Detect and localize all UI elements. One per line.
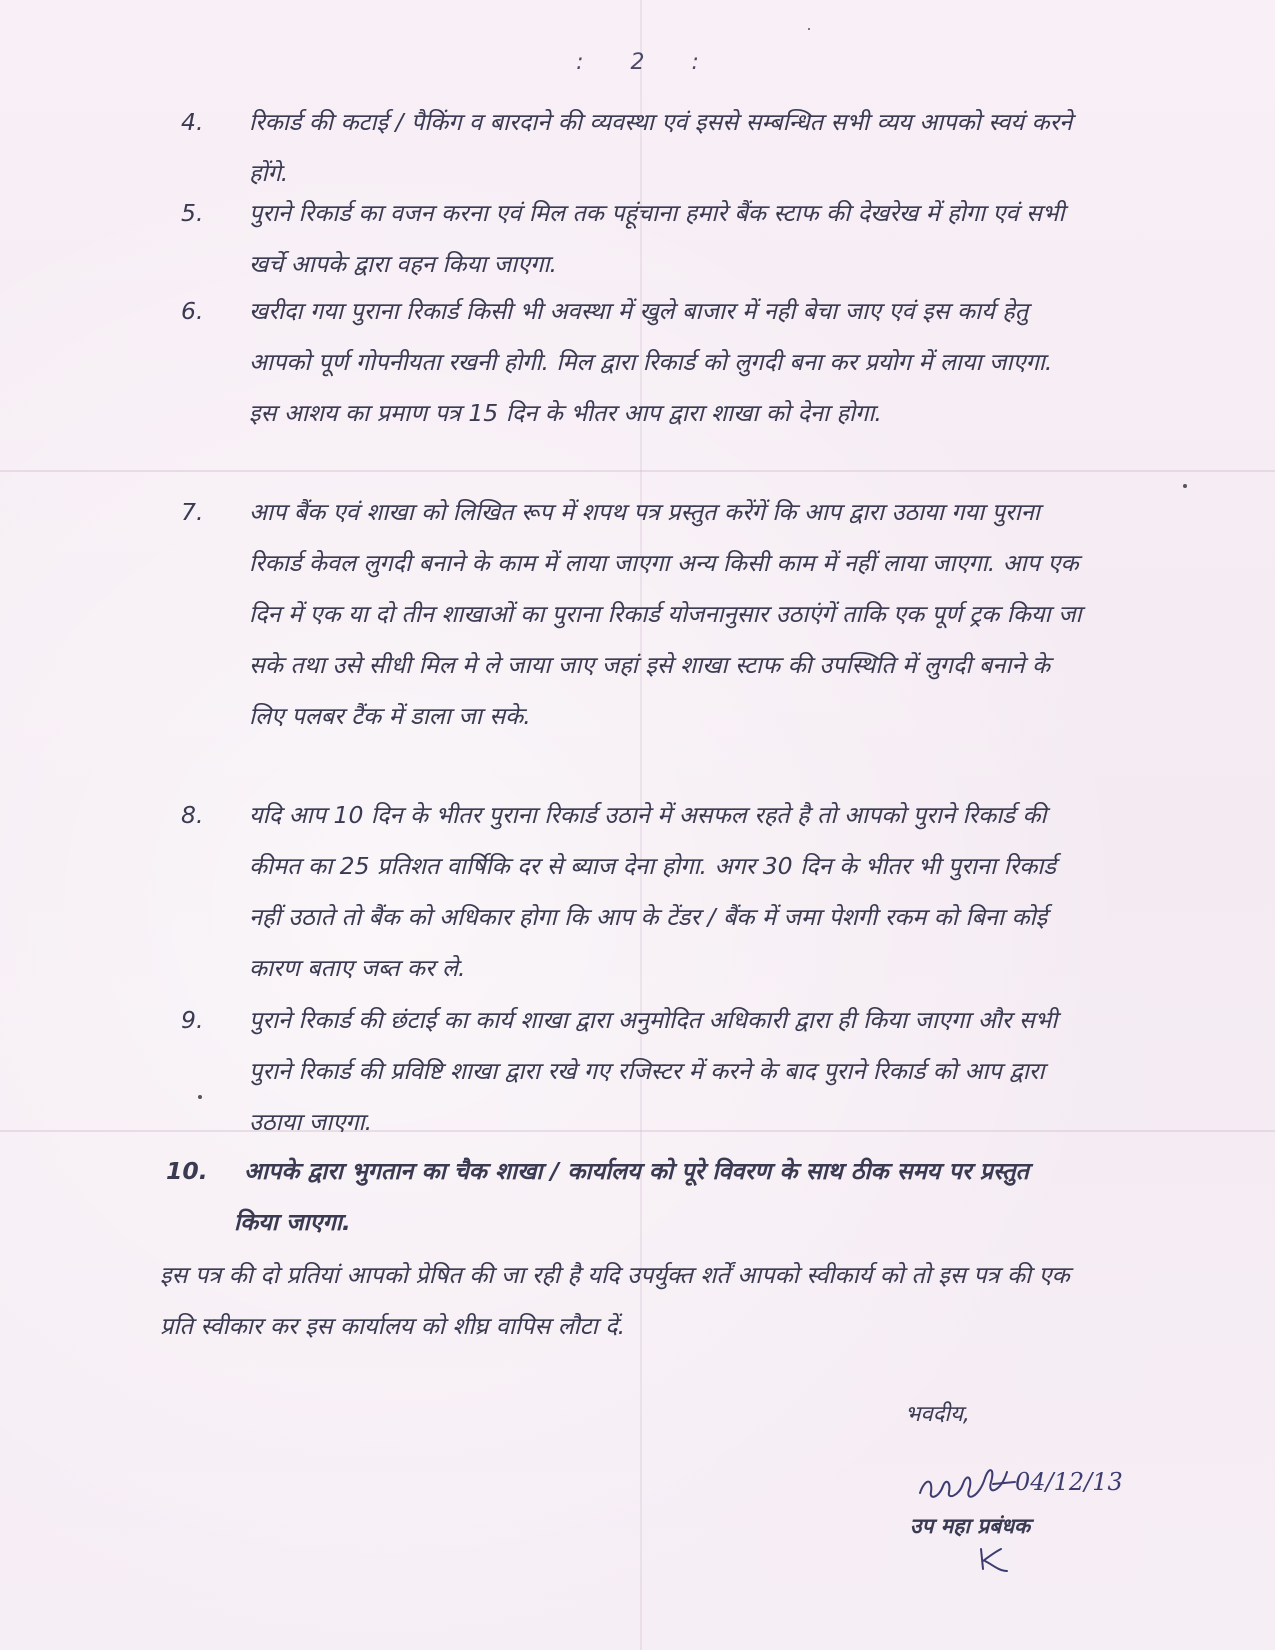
list-item	[181, 286, 1085, 439]
item-text: खरीदा गया पुराना रिकार्ड किसी भी अवस्था में खुले बाजार में नही बेचा जाए एवं इस कार्य हेतु आपको पूर्ण गोपनीयता रखनी होगी. मिल द्वारा रिकार्ड को लुगदी बना कर प्रयोग में लाया जाएगा. इस आशय का प्रमाण पत्र 15 दिन के भीतर आप द्वारा शाखा को देना होगा.	[249, 297, 1053, 427]
designation: उप महा प्रबंधक	[910, 1514, 1031, 1538]
closing-paragraph: इस पत्र की दो प्रतियां आपको प्रेषित की जा रही है यदि उपर्युक्त शर्तें आपको स्वीकार्य को तो इस पत्र की एक प्रति स्वीकार कर इस कार्यालय को शीघ्र वापिस लौटा दें.	[160, 1261, 1070, 1340]
initials-mark	[975, 1545, 1015, 1575]
page-number: 2	[630, 50, 645, 75]
paper-speck	[198, 1095, 202, 1099]
item-text: आप बैंक एवं शाखा को लिखित रूप में शपथ पत्र प्रस्तुत करेंगें कि आप द्वारा उठाया गया पुराना रिकार्ड केवल लुगदी बनाने के काम में लाया जाएगा अन्य किसी काम में नहीं लाया जाएगा. आप एक दिन में एक या दो तीन शाखाओं का पुराना रिकार्ड योजनानुसार उठाएंगें ताकि एक पूर्ण ट्रक किया जा सके तथा उसे सीधी मिल मे ले जाया जाए जहां इसे शाखा स्टाफ की उपस्थिति में लुगदी बनाने के लिए पलबर टैंक में डाला जा सके.	[249, 498, 1082, 730]
item-number: 5.	[181, 199, 204, 227]
paper-speck	[1183, 484, 1187, 488]
item-text: यदि आप 10 दिन के भीतर पुराना रिकार्ड उठाने में असफल रहते है तो आपको पुराने रिकार्ड की कीमत का 25 प्रतिशत वार्षिकि दर से ब्याज देना होगा. अगर 30 दिन के भीतर भी पुराना रिकार्ड नहीं उठाते तो बैंक को अधिकार होगा कि आप के टेंडर / बैंक में जमा पेशगी रकम को बिना कोई कारण बताए जब्त कर ले.	[249, 801, 1056, 982]
list-item	[181, 487, 1085, 742]
signature-image	[915, 1448, 1125, 1518]
item-text: आपके द्वारा भुगतान का चैक शाखा / कार्यालय को पूरे विवरण के साथ ठीक समय पर प्रस्तुत किया जाएगा.	[234, 1157, 1029, 1236]
item-number: 8.	[181, 801, 204, 829]
item-text: पुराने रिकार्ड की छंटाई का कार्य शाखा द्वारा अनुमोदित अधिकारी द्वारा ही किया जाएगा और सभी पुराने रिकार्ड की प्रविष्टि शाखा द्वारा रखे गए रजिस्टर में करने के बाद पुराने रिकार्ड को आप द्वारा उठाया जाएगा.	[249, 1006, 1058, 1136]
list-item	[181, 995, 1085, 1148]
list-item	[166, 1146, 1070, 1248]
page-number-row	[0, 50, 1275, 75]
paper-speck	[808, 28, 810, 30]
salutation: भवदीय,	[905, 1402, 970, 1427]
list-item	[181, 97, 1085, 199]
list-item	[181, 790, 1085, 994]
paper-fold-line	[0, 470, 1275, 472]
item-number: 10.	[166, 1157, 208, 1185]
item-text: रिकार्ड की कटाई / पैकिंग व बारदाने की व्यवस्था एवं इससे सम्बन्धित सभी व्यय आपको स्वयं करने होंगे.	[249, 108, 1073, 187]
list-item	[181, 188, 1085, 290]
item-number: 9.	[181, 1006, 204, 1034]
page-number-mark: :	[576, 50, 584, 75]
item-number: 6.	[181, 297, 204, 325]
item-text: पुराने रिकार्ड का वजन करना एवं मिल तक पहूंचाना हमारे बैंक स्टाफ की देखरेख में होगा एवं सभी खर्चे आपके द्वारा वहन किया जाएगा.	[249, 199, 1065, 278]
signature-date: 04/12/13	[1015, 1468, 1123, 1496]
item-number: 7.	[181, 498, 204, 526]
page-number-mark: :	[691, 50, 699, 75]
item-number: 4.	[181, 108, 204, 136]
